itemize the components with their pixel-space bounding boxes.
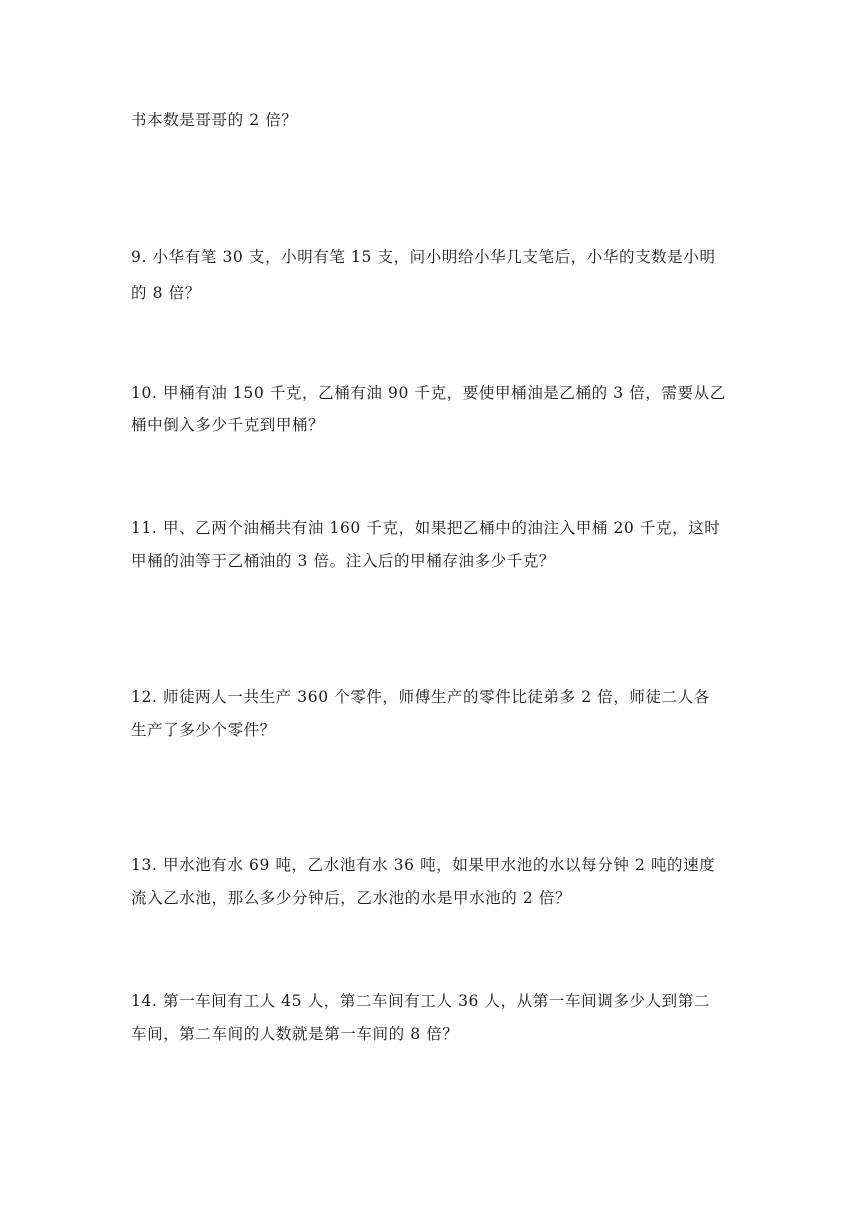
problem-text-line: 10. 甲桶有油 150 千克，乙桶有油 90 千克，要使甲桶油是乙桶的 3 倍，需要从乙 [131,384,726,402]
problem-text-line: 甲桶的油等于乙桶油的 3 倍。注入后的甲桶存油多少千克？ [131,552,556,570]
problem-text-line: 生产了多少个零件？ [131,721,276,739]
problem-text-line: 的 8 倍？ [131,284,201,302]
problem-text-line: 桶中倒入多少千克到甲桶？ [131,416,325,434]
problem-text-line: 9. 小华有笔 30 支，小明有笔 15 支，问小明给小华几支笔后，小华的支数是小明 [131,248,716,266]
problem-text-line: 流入乙水池，那么多少分钟后，乙水池的水是甲水池的 2 倍？ [131,889,572,907]
problem-text-line: 11. 甲、乙两个油桶共有油 160 千克，如果把乙桶中的油注入甲桶 20 千克，这时 [131,519,721,537]
problem-text-line: 14. 第一车间有工人 45 人，第二车间有工人 36 人，从第一车间调多少人到第二 [131,992,710,1010]
problem-text-line: 12. 师徒两人一共生产 360 个零件，师傅生产的零件比徒弟多 2 倍，师徒二人各 [131,688,710,706]
continuation-text: 书本数是哥哥的 2 倍？ [131,111,298,129]
problem-text-line: 车间，第二车间的人数就是第一车间的 8 倍？ [131,1025,459,1043]
problem-text-line: 13. 甲水池有水 69 吨，乙水池有水 36 吨，如果甲水池的水以每分钟 2 吨的速度 [131,856,716,874]
